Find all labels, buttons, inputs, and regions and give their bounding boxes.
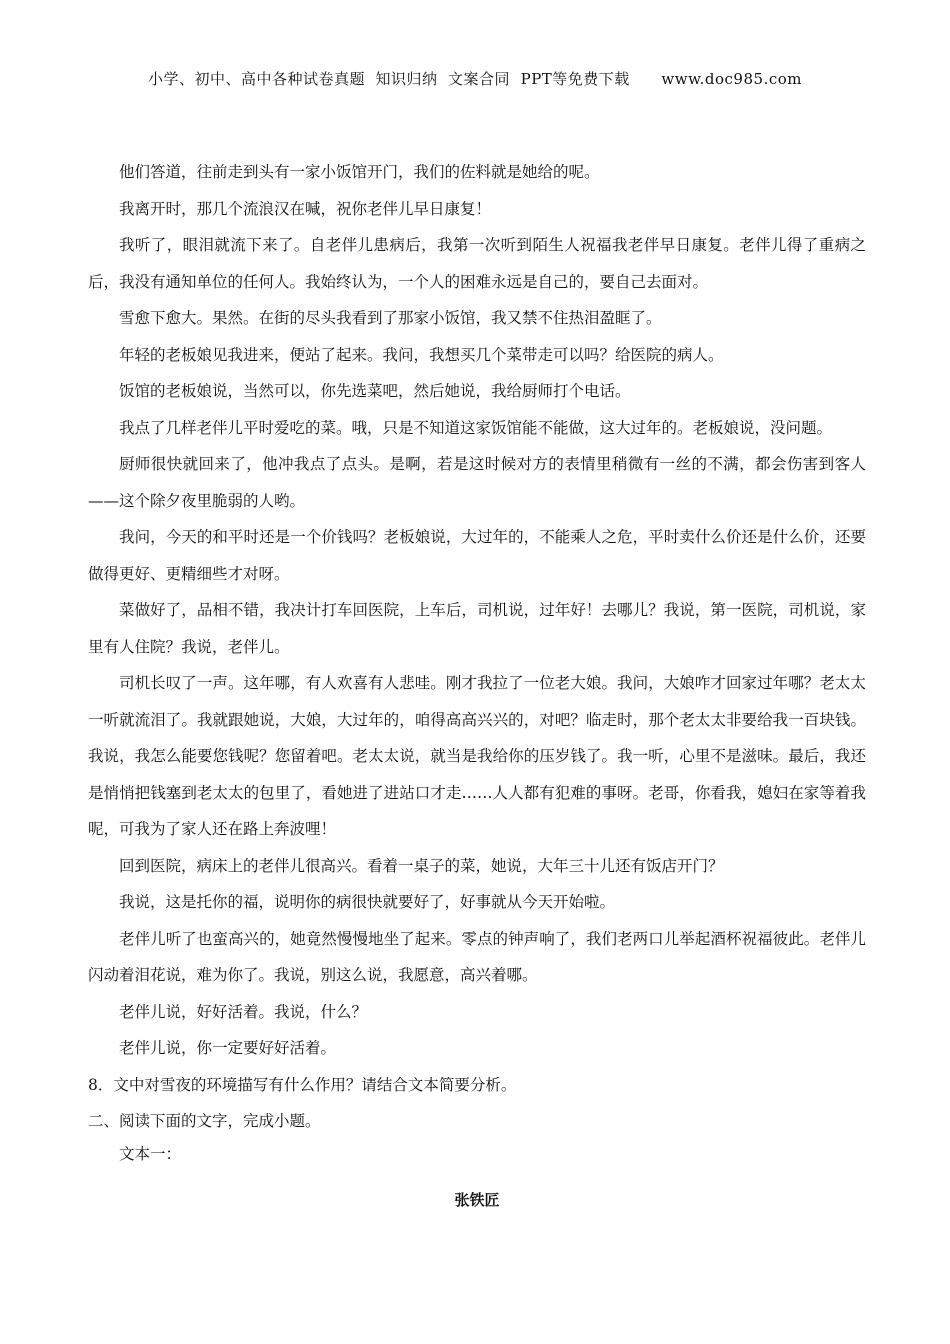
paragraph: 老伴儿听了也蛮高兴的，她竟然慢慢地坐了起来。零点的钟声响了，我们老两口儿举起酒杯祝福彼此。老伴儿闪动着泪花说，难为你了。我说，别这么说，我愿意，高兴着哪。 (88, 929, 866, 984)
paragraph: 我问，今天的和平时还是一个价钱吗？老板娘说，大过年的，不能乘人之危，平时卖什么价还是什么价，还要做得更好、更精细些才对呀。 (88, 528, 866, 583)
paragraph: 他们答道，往前走到头有一家小饭馆开门，我们的佐料就是她给的呢。 (119, 163, 600, 181)
paragraph: 老伴儿说，你一定要好好活着。 (119, 1039, 337, 1057)
paragraph: 我点了几样老伴儿平时爱吃的菜。哦，只是不知道这家饭馆能不能做，这大过年的。老板娘说，没问题。 (119, 418, 833, 437)
paragraph: 年轻的老板娘见我进来，便站了起来。我问，我想买几个菜带走可以吗？给医院的病人。 (119, 345, 724, 364)
paragraph: 司机长叹了一声。这年哪，有人欢喜有人悲哇。刚才我拉了一位老大娘。我问，大娘咋才回家过年哪？老太太一听就流泪了。我就跟她说，大娘，大过年的，咱得高高兴兴的，对吧？临走时，那个老太太非要给我一百块钱。我说，我怎么能要您钱呢？您留着吧。老太太说，就当是我给你的压岁钱了。我一听，心里不是滋味。最后，我还是悄悄把钱塞到老太太的包里了，看她进了进站口才走……人人都有犯难的事呀。老哥，你看我，媳妇在家等着我呢，可我为了家人还在路上奔波哩！ (88, 674, 866, 838)
section-2-heading: 二、阅读下面的文字，完成小题。 (88, 1112, 321, 1130)
document-body (88, 154, 866, 1212)
text-one-label: 文本一： (119, 1144, 182, 1163)
paragraph: 菜做好了，品相不错，我决计打车回医院，上车后，司机说，过年好！去哪儿？我说，第一医院，司机说，家里有人住院？我说，老伴儿。 (88, 601, 866, 656)
paragraph: 老伴儿说，好好活着。我说，什么？ (119, 1002, 368, 1021)
paragraph: 饭馆的老板娘说，当然可以，你先选菜吧，然后她说，我给厨师打个电话。 (119, 382, 631, 400)
paragraph: 我说，这是托你的福，说明你的病很快就要好了，好事就从今天开始啦。 (119, 893, 616, 911)
question-8: 8．文中对雪夜的环境描写有什么作用？请结合文本简要分析。 (88, 1075, 517, 1094)
paragraph: 雪愈下愈大。果然。在街的尽头我看到了那家小饭馆，我又禁不住热泪盈眶了。 (119, 309, 662, 327)
paragraph: 回到医院，病床上的老伴儿很高兴。看着一桌子的菜，她说，大年三十儿还有饭店开门？ (119, 856, 724, 875)
paragraph: 我离开时，那几个流浪汉在喊，祝你老伴儿早日康复！ (119, 199, 492, 218)
page-header: 小学、初中、高中各种试卷真题 知识归纳 文案合同 PPT等免费下载 www.doc985.com (147, 70, 802, 88)
paragraph: 我听了，眼泪就流下来了。自老伴儿患病后，我第一次听到陌生人祝福我老伴早日康复。老伴儿得了重病之后，我没有通知单位的任何人。我始终认为，一个人的困难永远是自己的，要自己去面对。 (88, 236, 866, 291)
paragraph: 厨师很快就回来了，他冲我点了点头。是啊，若是这时候对方的表情里稍微有一丝的不满，都会伤害到客人——这个除夕夜里脆弱的人哟。 (88, 455, 866, 510)
article-title: 张铁匠 (454, 1190, 500, 1209)
